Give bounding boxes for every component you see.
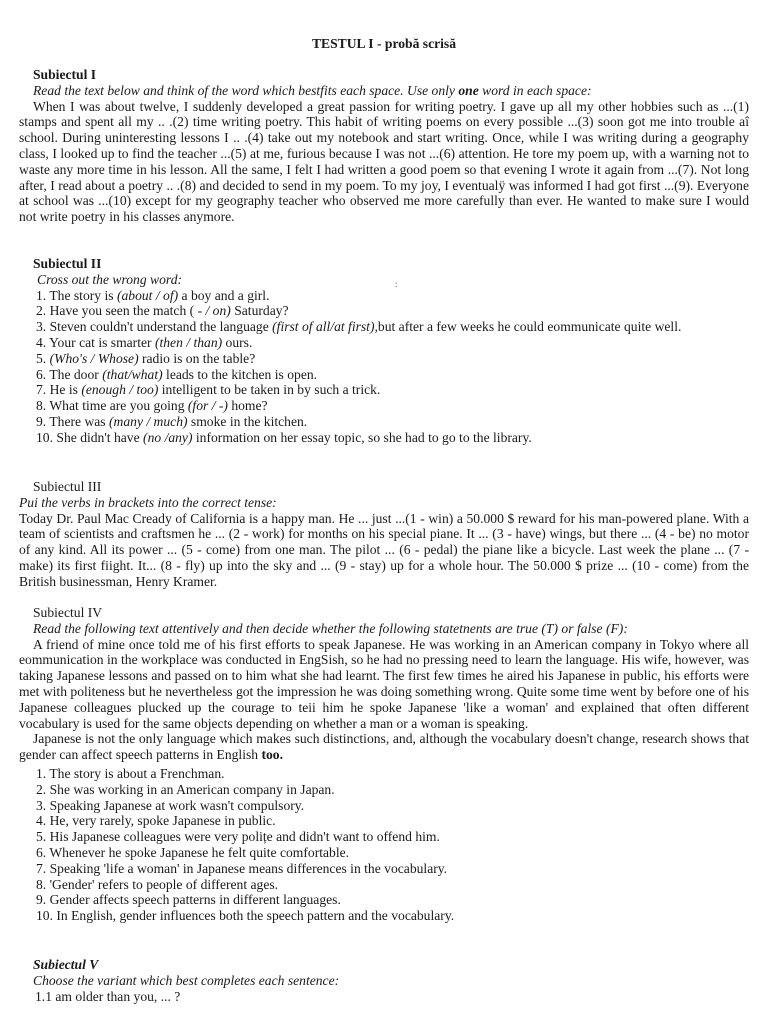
word-choice: - / on) [197,303,231,319]
page-title: TESTUL I - probă scrisă [311,36,457,51]
section-2-item: 1. The story is (about / of) a boy and a girl. [36,287,270,303]
word-choice: (first of all/at first), [272,319,378,335]
section-4-instruction: Read the following text attentively and then decide whether the following statetnents are true (T) or false (F): [33,620,628,636]
emphasis-one: one [458,82,479,98]
section-3-heading: Subiectul III [33,479,102,494]
word-choice: (then / than) [154,334,223,350]
section-2-item: 6. The door (that/what) leads to the kitchen is open. [36,366,318,382]
section-2-item: 9. There was (many / much) smoke in the kitchen. [36,413,308,429]
section-1-heading: Subiectul I [33,67,97,82]
word-choice: (Who's / Whose) [49,350,139,366]
true-false-statement: 2. She was working in an American company in Japan. [36,781,335,797]
section-1-text: When I was about twelve, I suddenly developed a great passion for writing poetry. I gave up all my other hobbies such as ...(1) stamps and spent all my .. .(2) time writing poetry. This habit of writing poems on every possible ...(3) soon got me into trouble aî school. During uninteresting lessons I .. .(4) take out my notebook and start writing. Once, while I was writing during a geography class, I looked up to find the teacher ...(5) at me, furious because I was not ...(6) attention. He tore my poem up, with a warning not to waste any more time in his lesson. All the same, I felt I had written a good poem so that evening I wrote it again from ...(7). Not long after, I read about a poetry .. .(8) and decided to send in my poem. To my joy, I eventualÿ was informed I had got first ...(9). Everyone at school was ...(10) except for my geography teacher who observed me more carefully than ever. He wanted to make sure I would not write poetry in his classes anymore. [19,98,749,225]
word-choice: (for / -) [187,398,228,414]
true-false-statement: 10. In English, gender influences both the speech pattern and the vocabulary. [36,908,455,924]
section-2 [19,256,749,446]
true-false-statement: 9. Gender affects speech patterns in different languages. [36,892,341,908]
word-choice: (that/what) [102,366,163,382]
section-1-instruction: Read the text below and think of the word which bestfits each space. Use only one word in each space: [33,82,592,98]
section-2-instruction: Cross out the wrong word: [37,271,183,287]
section-1 [19,67,749,225]
section-5-item: 1.1 am older than you, ... ? [35,988,181,1004]
true-false-statement: 1. The story is about a Frenchman. [36,765,225,781]
section-2-item: 2. Have you seen the match ( - / on) Saturday? [36,303,289,319]
true-false-statement: 6. Whenever he spoke Japanese he felt quite comfortable. [36,844,350,860]
word-choice: (enough / too) [81,382,159,398]
section-5-instruction: Choose the variant which best completes each sentence: [33,972,340,988]
section-2-item: 5. (Who's / Whose) radio is on the table? [36,350,256,366]
section-4-paragraph-1: A friend of mine once told me of his first efforts to speak Japanese. He was working in an American company in Tokyo where all eommunication in the workplace was conducted in EngSish, so he had no pressing need to learn the language. His wife, however, was taking Japanese lessons and passed on to him what she had learnt. The first few times he aired his Japanese in public, his efforts were met with politeness but he nevertheless got the impression he was doing something wrong. Quite some time went by before one of his Japanese colleagues plucked up the courage to teii him he spoke Japanese 'like a woman' and explained that often different vocabulary is used for the same objects depending on whether a man or a woman is speaking. [19,636,749,731]
word-choice: (no /any) [143,429,193,445]
true-false-statement: 5. His Japanese colleagues were very polițe and didn't want to offend him. [36,829,440,845]
section-5-heading: Subiectul V [33,957,99,972]
true-false-statement: 7. Speaking 'life a woman' in Japanese means differences in the vocabulary. [36,860,448,876]
section-2-item: 8. What time are you going (for / -) home? [36,398,268,414]
word-choice: (many / much) [109,413,188,429]
section-2-item: 7. He is (enough / too) intelligent to be taken in by such a trick. [36,382,381,398]
section-3 [19,479,749,590]
section-2-items [19,288,749,446]
true-false-statement: 8. 'Gender' refers to people of different ages. [36,876,279,892]
section-2-heading: Subiectul II [33,256,102,271]
stray-mark: : [395,279,398,289]
section-4 [19,605,749,924]
section-4-items [19,766,749,924]
emphasis-too: too. [261,747,283,763]
section-5 [19,957,749,1004]
section-2-item: 4. Your cat is smarter (then / than) ours. [36,334,253,350]
section-4-paragraph-2: Japanese is not the only language which makes such distinctions, and, although the vocabulary doesn't change, research shows that gender can affect speech patterns in English too. [19,731,749,763]
section-3-text: Today Dr. Paul Mac Cready of California is a happy man. He ... just ...(1 - win) a 50.000 $ reward for his man-powered plane. With a team of scientists and craftsmen he ... (2 - work) for months on his special piane. It ... (3 - have) wings, but there ... (4 - be) no motor of any kind. All its power ... (5 - come) from one man. The pilot ... (6 - pedal) the piane like a bicycle. Last week the plane ... (7 - make) its first fiight. It... (8 - fly) up into the sky and ... (9 - stay) up for a whole hour. The 50.000 $ prize ... (10 - come) from the British businessman, Henry Kramer. [19,510,749,589]
true-false-statement: 4. He, very rarely, spoke Japanese in public. [36,813,276,829]
section-2-item: 10. She didn't have (no /any) information on her essay topic, so she had to go to the library. [36,429,532,445]
section-3-instruction: Pui the verbs in brackets into the correct tense: [19,494,277,510]
section-2-item: 3. Steven couldn't understand the language (first of all/at first),but after a few weeks he could eommunicate quite well. [36,319,682,335]
word-choice: (about / of) [116,287,179,303]
section-4-heading: Subiectul IV [33,605,103,620]
true-false-statement: 3. Speaking Japanese at work wasn't compulsory. [36,797,305,813]
